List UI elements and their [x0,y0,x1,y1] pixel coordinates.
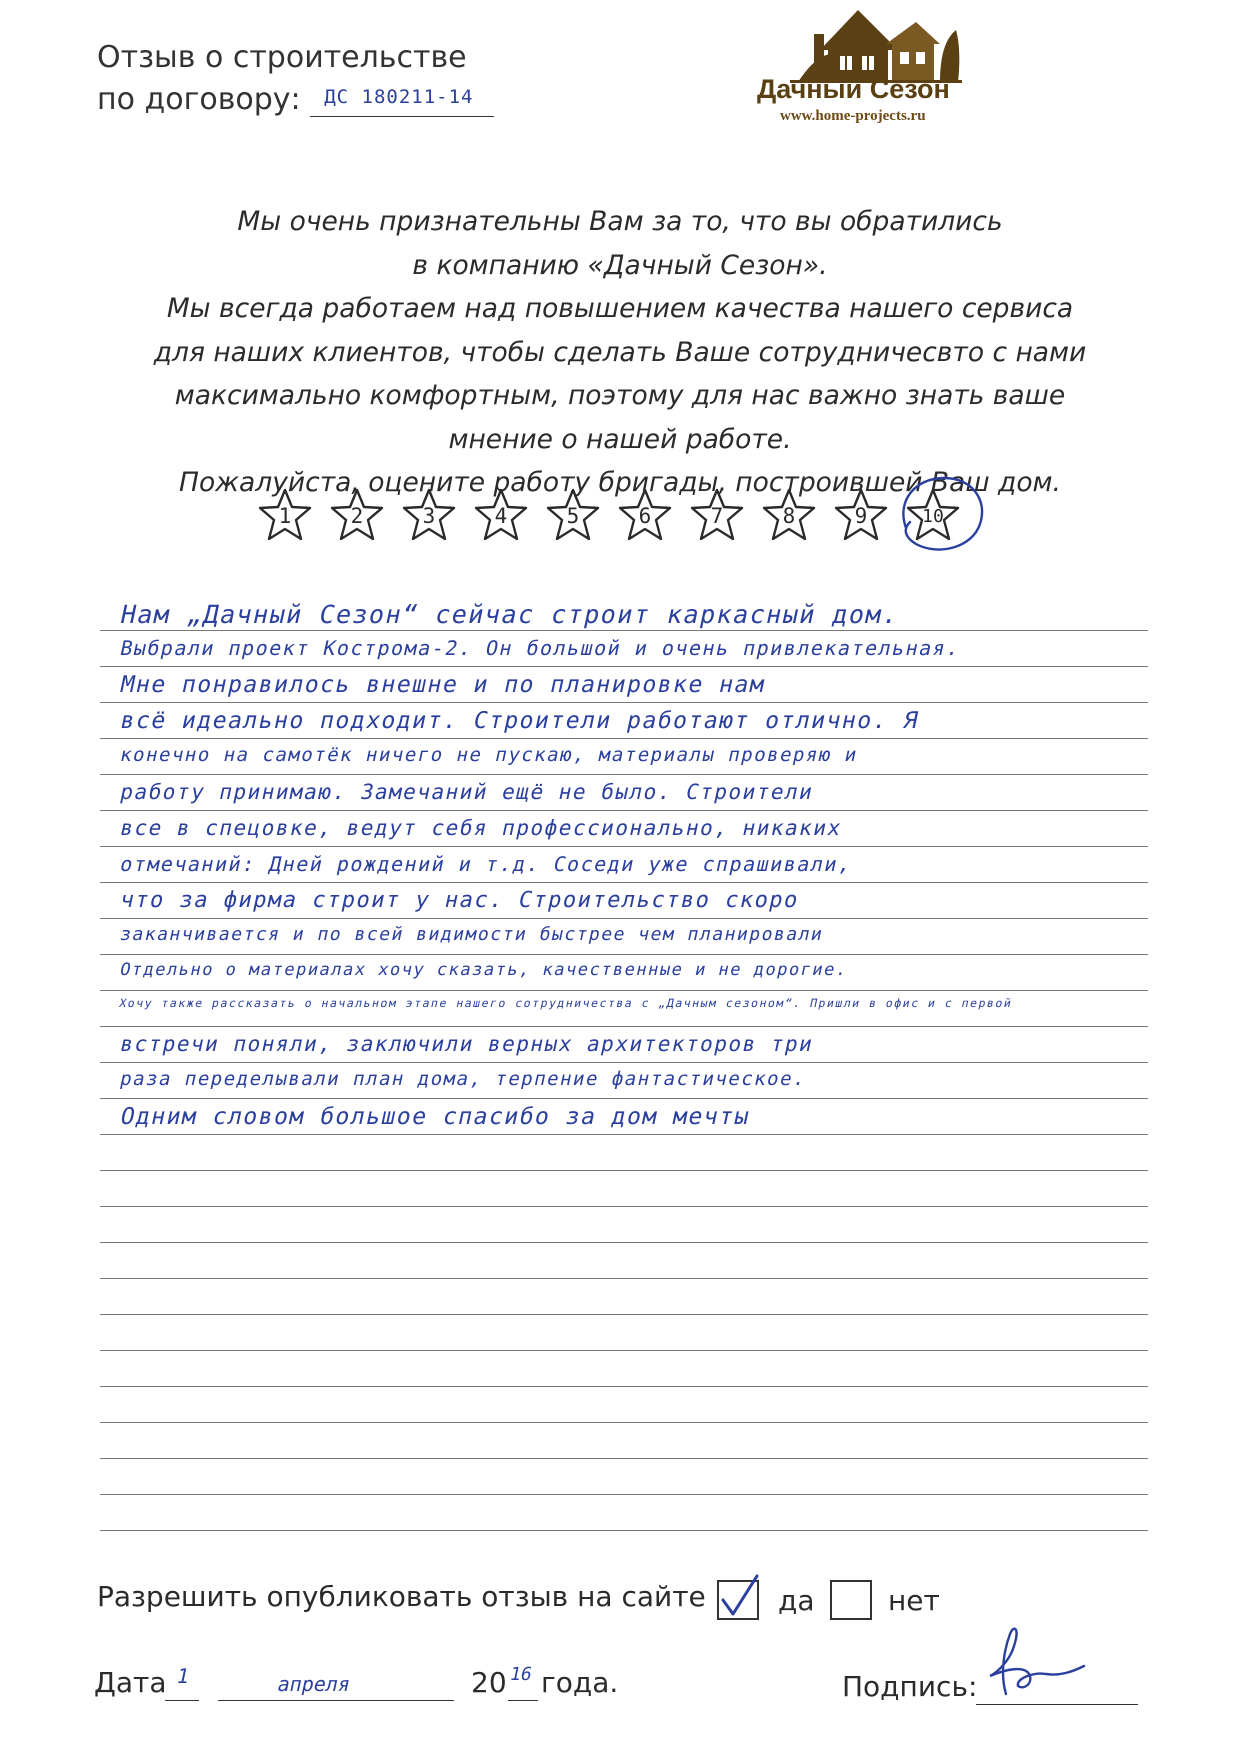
contract-number-field[interactable] [310,82,494,117]
logo-name: Дачный Сезон [757,74,950,104]
review-line: работу принимаю. Замечаний ещё не было. Строители [118,780,817,804]
ruled-line [100,1350,1148,1351]
star-number: 4 [494,504,508,528]
ruled-line [100,1494,1148,1495]
ruled-line [100,630,1148,631]
intro-line: Пожалуйста, оцените работу бригады, построившей Ваш дом. [179,467,1061,498]
review-line: Хочу также рассказать о начальном этапе нашего сотрудничества с „Дачным сезоном“. Пришли в офис и с первой [118,996,1014,1010]
review-line: Выбрали проект Кострома-2. Он большой и очень привлекательная. [118,636,963,660]
signature-scribble-icon [980,1620,1090,1710]
date-day-field[interactable] [165,1664,199,1701]
ruled-line [100,1098,1148,1099]
consent-no-checkbox[interactable] [830,1580,872,1620]
date-month: апреля [275,1672,353,1696]
ruled-line [100,1278,1148,1279]
review-line: встречи поняли, заключили верных архитекторов три [118,1032,817,1056]
ruled-line [100,990,1148,991]
ruled-line [100,846,1148,847]
date-day: 1 [174,1664,192,1688]
ruled-line [100,1458,1148,1459]
star-number: 1 [278,504,292,528]
logo-url: www.home-projects.ru [780,108,926,124]
review-line: заканчивается и по всей видимости быстрее чем планировали [118,924,826,945]
ruled-line [100,1530,1148,1531]
year-prefix: 20 [471,1666,507,1699]
intro-line: Мы всегда работаем над повышением качества нашего сервиса [166,293,1074,324]
date-year-field[interactable] [507,1664,538,1701]
intro-text [60,200,1180,505]
checkmark-icon [717,1574,759,1620]
ruled-line [100,1242,1148,1243]
signature-label: Подпись: [842,1670,978,1703]
review-line: отмечаний: Дней рождений и т.д. Соседи уже спрашивали, [118,852,855,876]
form-title: Отзыв о строительстве [97,40,467,75]
intro-line: для наших клиентов, чтобы сделать Ваше сотрудничесвто с нами [153,336,1087,368]
ruled-line [100,738,1148,739]
intro-line: максимально комфортным, поэтому для нас важно знать ваше [174,380,1066,411]
consent-yes-checkbox[interactable] [717,1580,759,1620]
ruled-line [100,918,1148,919]
ruled-line [100,1422,1148,1423]
review-line: Отдельно о материалах хочу сказать, качественные и не дорогие. [118,960,850,980]
star-number: 8 [782,504,796,528]
ruled-line [100,810,1148,811]
ruled-line [100,1170,1148,1171]
star-number: 3 [422,504,436,528]
intro-line: в компанию «Дачный Сезон». [412,249,828,281]
ruled-line [100,774,1148,775]
star-number: 7 [710,504,724,528]
review-line: что за фирма строит у нас. Строительство скоро [118,888,802,913]
ruled-line [100,1134,1148,1135]
publish-consent-label: Разрешить опубликовать отзыв на сайте [97,1580,706,1613]
consent-no-label: нет [888,1584,940,1617]
review-line: все в спецовке, ведут себя профессионально, никаких [118,816,845,840]
ruled-line [100,702,1148,703]
contract-label: по договору: [97,82,301,117]
star-number: 9 [854,504,868,528]
house-logo-icon [790,4,962,84]
review-line: Нам „Дачный Сезон“ сейчас строит каркасный дом. [118,600,903,629]
star-number: 6 [638,504,652,528]
review-line: Мне понравилось внешне и по планировке нам [118,672,769,698]
intro-line: Мы очень признательны Вам за то, что вы обратились [237,206,1003,237]
intro-line: мнение о нашей работе. [448,423,792,455]
ruled-line [100,1026,1148,1027]
review-line: Одним словом большое спасибо за дом мечты [118,1104,753,1130]
date-label: Дата [94,1666,167,1699]
star-number: 10 [922,506,944,527]
date-year-suffix: 16 [507,1664,534,1685]
ruled-line [100,1062,1148,1063]
ruled-line [100,882,1148,883]
contract-row [97,82,494,117]
ruled-line [100,1314,1148,1315]
review-line: конечно на самотёк ничего не пускаю, материалы проверяю и [118,744,861,766]
star-number: 5 [566,504,580,528]
consent-yes-label: да [778,1584,815,1617]
ruled-line [100,1386,1148,1387]
review-line: всё идеально подходит. Строители работают отлично. Я [118,708,922,734]
ruled-line [100,1206,1148,1207]
ruled-line [100,954,1148,955]
ruled-line [100,666,1148,667]
review-line: раза переделывали план дома, терпение фантастическое. [118,1068,809,1090]
star-number: 2 [350,504,364,528]
year-word: года. [541,1666,619,1699]
date-month-field[interactable] [218,1668,454,1701]
contract-number: ДС 180211-14 [324,86,474,108]
